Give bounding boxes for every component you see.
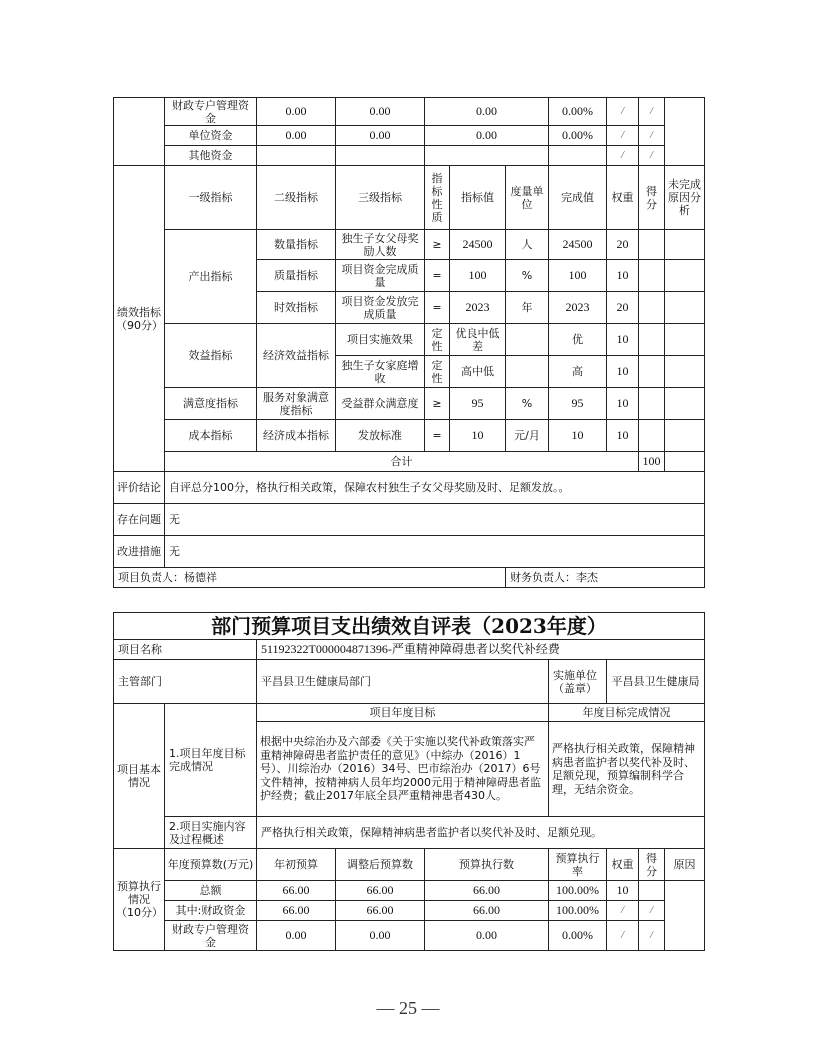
executed-budget: 0.00 xyxy=(425,921,549,951)
total-weight: 100 xyxy=(639,452,665,472)
level3-indicator: 项目实施效果 xyxy=(336,324,425,356)
executed-budget: 0.00 xyxy=(425,98,549,126)
initial-budget: 0.00 xyxy=(257,126,336,146)
goal-header-row xyxy=(114,704,705,722)
budget-label: 其中:财政资金 xyxy=(165,901,257,921)
adjusted-budget: 66.00 xyxy=(336,881,425,901)
budget-header-weight: 权重 xyxy=(607,849,639,881)
indicator-unit: 年 xyxy=(506,292,549,324)
indicator-actual: 24500 xyxy=(549,230,607,260)
level3-indicator: 项目资金发放完成质量 xyxy=(336,292,425,324)
indicator-row xyxy=(114,230,705,260)
level1-indicator: 效益指标 xyxy=(165,324,257,388)
indicator-actual: 高 xyxy=(549,356,607,388)
level2-indicator: 质量指标 xyxy=(257,260,336,292)
budget-label: 财政专户管理资金 xyxy=(165,921,257,951)
signature-row xyxy=(114,568,705,588)
conclusion-text: 自评总分100分，格执行相关政策，保障农村独生子女父母奖励及时、足额发放。。 xyxy=(165,472,705,504)
score: / xyxy=(639,901,665,921)
basic-info-label: 项目基本情况 xyxy=(114,704,165,849)
indicator-target: 10 xyxy=(450,420,506,452)
indicator-unit xyxy=(506,324,549,356)
header-weight: 权重 xyxy=(607,166,639,230)
execution-rate: 100.00% xyxy=(549,881,607,901)
weight: / xyxy=(607,921,639,951)
weight: 10 xyxy=(607,881,639,901)
header-nature: 指标性质 xyxy=(425,166,450,230)
improve-label: 改进措施 xyxy=(114,536,165,568)
indicator-weight: 10 xyxy=(607,388,639,420)
header-level1: 一级指标 xyxy=(165,166,257,230)
adjusted-budget: 0.00 xyxy=(336,126,425,146)
indicator-reason xyxy=(665,230,705,260)
fund-label: 财政专户管理资金 xyxy=(165,98,257,126)
project-lead: 项目负责人：杨德祥 xyxy=(114,568,506,588)
level3-indicator: 受益群众满意度 xyxy=(336,388,425,420)
indicator-score xyxy=(639,230,665,260)
level3-indicator: 独生子女家庭增收 xyxy=(336,356,425,388)
empty-cell xyxy=(114,98,165,166)
indicator-score xyxy=(639,324,665,356)
perf-section-label: 绩效指标（90分） xyxy=(114,166,165,472)
indicator-unit: % xyxy=(506,388,549,420)
executed-budget xyxy=(425,146,549,166)
indicator-target: 优良中低差 xyxy=(450,324,506,356)
initial-budget: 0.00 xyxy=(257,921,336,951)
reason-cell xyxy=(665,98,705,166)
indicator-reason xyxy=(665,356,705,388)
level2-indicator: 经济效益指标 xyxy=(257,324,336,388)
budget-header-label: 年度预算数(万元) xyxy=(165,849,257,881)
execution-rate xyxy=(549,146,607,166)
indicator-weight: 10 xyxy=(607,260,639,292)
execution-rate: 0.00% xyxy=(549,126,607,146)
dept-row xyxy=(114,660,705,704)
indicator-row xyxy=(114,420,705,452)
adjusted-budget: 0.00 xyxy=(336,98,425,126)
indicator-unit: 人 xyxy=(506,230,549,260)
impl-unit-label: 实施单位（盖章） xyxy=(549,660,607,704)
item1-goal: 根据中央综治办及六部委《关于实施以奖代补政策落实严重精神障碍患者监护责任的意见》（中综办（2016）1号）、川综治办（2016）34号、巴市综治办（2017）6号文件精神，按精神病人员年均2000元用于精神障碍患者监护经费；截止2017年底全县严重精神患者430人。 xyxy=(257,722,549,817)
score: / xyxy=(639,921,665,951)
budget-header-row xyxy=(114,849,705,881)
adjusted-budget xyxy=(336,146,425,166)
project-name-label: 项目名称 xyxy=(114,640,257,660)
indicator-nature: = xyxy=(425,260,450,292)
executed-budget: 0.00 xyxy=(425,126,549,146)
indicator-weight: 10 xyxy=(607,324,639,356)
indicator-reason xyxy=(665,324,705,356)
indicator-actual: 优 xyxy=(549,324,607,356)
budget-header-executed: 预算执行数 xyxy=(425,849,549,881)
header-reason: 未完成原因分析 xyxy=(665,166,705,230)
indicator-unit: 元/月 xyxy=(506,420,549,452)
indicator-weight: 10 xyxy=(607,420,639,452)
indicator-reason xyxy=(665,292,705,324)
indicator-nature: 定性 xyxy=(425,356,450,388)
item1-done: 严格执行相关政策，保障精神病患者监护者以奖代补及时、足额兑现，预算编制科学合理，无结余资金。 xyxy=(549,722,705,817)
fund-label: 单位资金 xyxy=(165,126,257,146)
score xyxy=(639,881,665,901)
improve-row xyxy=(114,536,705,568)
indicator-unit: % xyxy=(506,260,549,292)
indicator-actual: 95 xyxy=(549,388,607,420)
indicator-header-row xyxy=(114,166,705,230)
budget-label: 总额 xyxy=(165,881,257,901)
level1-indicator: 满意度指标 xyxy=(165,388,257,420)
indicator-weight: 20 xyxy=(607,230,639,260)
table-title: 部门预算项目支出绩效自评表（2023年度） xyxy=(114,613,705,640)
indicator-unit xyxy=(506,356,549,388)
done-header: 年度目标完成情况 xyxy=(549,704,705,722)
level3-indicator: 项目资金完成质量 xyxy=(336,260,425,292)
indicator-target: 95 xyxy=(450,388,506,420)
indicator-score xyxy=(639,420,665,452)
budget-row xyxy=(114,921,705,951)
weight: / xyxy=(607,98,639,126)
project-name: 51192322T000004871396-严重精神障碍患者以奖代补经费 xyxy=(257,640,705,660)
level3-indicator: 发放标准 xyxy=(336,420,425,452)
level2-indicator: 时效指标 xyxy=(257,292,336,324)
header-level3: 三级指标 xyxy=(336,166,425,230)
indicator-target: 100 xyxy=(450,260,506,292)
item2-label: 2.项目实施内容及过程概述 xyxy=(165,817,257,849)
item2-text: 严格执行相关政策，保障精神病患者监护者以奖代补及时、足额兑现。 xyxy=(257,817,705,849)
performance-self-eval-table xyxy=(113,612,705,951)
budget-header-reason: 原因 xyxy=(665,849,705,881)
header-target: 指标值 xyxy=(450,166,506,230)
weight: / xyxy=(607,901,639,921)
execution-rate: 0.00% xyxy=(549,98,607,126)
budget-header-initial: 年初预算 xyxy=(257,849,336,881)
improve-text: 无 xyxy=(165,536,705,568)
total-label: 合计 xyxy=(165,452,639,472)
indicator-score xyxy=(639,292,665,324)
impl-unit-value: 平昌县卫生健康局 xyxy=(607,660,705,704)
total-row xyxy=(114,452,705,472)
indicator-score xyxy=(639,260,665,292)
score: / xyxy=(639,126,665,146)
level3-indicator: 独生子女父母奖励人数 xyxy=(336,230,425,260)
header-actual: 完成值 xyxy=(549,166,607,230)
header-score: 得分 xyxy=(639,166,665,230)
fund-row xyxy=(114,98,705,126)
score: / xyxy=(639,146,665,166)
indicator-weight: 20 xyxy=(607,292,639,324)
page-number: — 25 — xyxy=(376,998,440,1018)
budget-row xyxy=(114,881,705,901)
indicator-score xyxy=(639,388,665,420)
dept-value: 平昌县卫生健康局部门 xyxy=(257,660,549,704)
indicator-row xyxy=(114,388,705,420)
dept-label: 主管部门 xyxy=(114,660,257,704)
budget-section-label: 预算执行情况（10分） xyxy=(114,849,165,951)
indicator-nature: ≥ xyxy=(425,388,450,420)
indicator-row xyxy=(114,324,705,356)
indicator-weight: 10 xyxy=(607,356,639,388)
indicator-actual: 100 xyxy=(549,260,607,292)
total-score xyxy=(665,452,705,472)
indicator-reason xyxy=(665,260,705,292)
header-level2: 二级指标 xyxy=(257,166,336,230)
conclusion-label: 评价结论 xyxy=(114,472,165,504)
score: / xyxy=(639,98,665,126)
adjusted-budget: 0.00 xyxy=(336,921,425,951)
conclusion-row xyxy=(114,472,705,504)
indicator-actual: 10 xyxy=(549,420,607,452)
indicator-nature: ≥ xyxy=(425,230,450,260)
execution-rate: 0.00% xyxy=(549,921,607,951)
goal-header: 项目年度目标 xyxy=(257,704,549,722)
indicator-reason xyxy=(665,420,705,452)
performance-table-continued xyxy=(113,97,705,588)
level1-indicator: 成本指标 xyxy=(165,420,257,452)
level2-indicator: 服务对象满意度指标 xyxy=(257,388,336,420)
indicator-nature: 定性 xyxy=(425,324,450,356)
initial-budget: 66.00 xyxy=(257,881,336,901)
finance-lead: 财务负责人：李杰 xyxy=(506,568,705,588)
budget-header-adjusted: 调整后预算数 xyxy=(336,849,425,881)
indicator-nature: = xyxy=(425,292,450,324)
indicator-nature: = xyxy=(425,420,450,452)
indicator-target: 24500 xyxy=(450,230,506,260)
indicator-actual: 2023 xyxy=(549,292,607,324)
indicator-reason xyxy=(665,388,705,420)
issues-text: 无 xyxy=(165,504,705,536)
title-row xyxy=(114,613,705,640)
indicator-target: 高中低 xyxy=(450,356,506,388)
adjusted-budget: 66.00 xyxy=(336,901,425,921)
executed-budget: 66.00 xyxy=(425,881,549,901)
issues-label: 存在问题 xyxy=(114,504,165,536)
budget-row xyxy=(114,901,705,921)
fund-row xyxy=(114,146,705,166)
weight: / xyxy=(607,126,639,146)
reason-cell xyxy=(665,881,705,951)
item2-row xyxy=(114,817,705,849)
project-name-row xyxy=(114,640,705,660)
initial-budget xyxy=(257,146,336,166)
fund-label: 其他资金 xyxy=(165,146,257,166)
initial-budget: 66.00 xyxy=(257,901,336,921)
budget-header-score: 得分 xyxy=(639,849,665,881)
fund-row xyxy=(114,126,705,146)
indicator-score xyxy=(639,356,665,388)
execution-rate: 100.00% xyxy=(549,901,607,921)
initial-budget: 0.00 xyxy=(257,98,336,126)
item1-label: 1.项目年度目标完成情况 xyxy=(165,704,257,817)
level1-indicator: 产出指标 xyxy=(165,230,257,324)
header-unit: 度量单位 xyxy=(506,166,549,230)
weight: / xyxy=(607,146,639,166)
indicator-target: 2023 xyxy=(450,292,506,324)
issues-row xyxy=(114,504,705,536)
level2-indicator: 经济成本指标 xyxy=(257,420,336,452)
level2-indicator: 数量指标 xyxy=(257,230,336,260)
budget-header-rate: 预算执行率 xyxy=(549,849,607,881)
executed-budget: 66.00 xyxy=(425,901,549,921)
